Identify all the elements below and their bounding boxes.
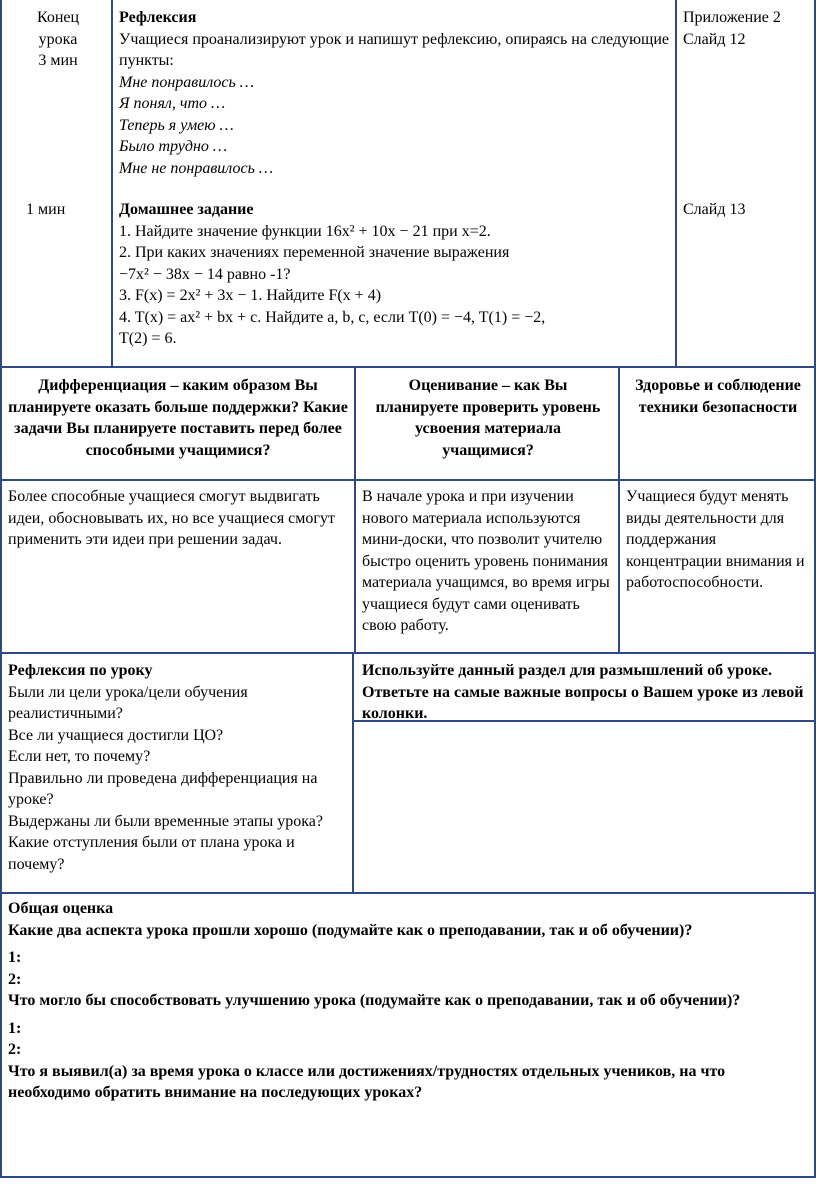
- ref-line: Приложение 2: [683, 9, 781, 26]
- overall-answer-2: 2:: [8, 970, 22, 988]
- differentiation-text: Более способные учащиеся смогут выдвигать идеи, обосновывать их, но все учащиеся смогут применить эти идеи при решении задач.: [8, 488, 335, 548]
- time-line: 3 мин: [38, 52, 78, 69]
- lesson-reflection-question: Выдержаны ли были временные этапы урока?: [8, 812, 323, 830]
- overall-question-3: Что я выявил(а) за время урока о классе или достижениях/трудностях отдельных учеников, на что необходимо обратить внимание на последующих уроках?: [8, 1062, 726, 1101]
- time-line: урока: [38, 30, 78, 48]
- lesson-reflection-question: Правильно ли проведена дифференциация на уроке?: [8, 769, 318, 808]
- reflection-item: Мне понравилось …: [119, 73, 255, 91]
- overall-section: [2, 896, 814, 1106]
- overall-answer-4: 2:: [8, 1041, 22, 1058]
- reflection-item: Было трудно …: [119, 138, 228, 155]
- assessment-text: В начале урока и при изучении нового материала используются мини-доски, что позволит учителю быстро оценить уровень понимания материала учащимся, во время игры учащиеся будут сами оценивать свою работу.: [362, 488, 610, 634]
- reflection-item: Теперь я умею …: [119, 116, 234, 134]
- homework-item: 2. При каких значениях переменной значение выражения: [119, 244, 510, 261]
- reflection-item: Мне не понравилось …: [119, 159, 274, 177]
- overall-answer-3: 1:: [8, 1019, 22, 1037]
- homework-item: 3. F(x) = 2x² + 3x − 1. Найдите F(x + 4): [119, 287, 382, 304]
- lesson-reflection-question: Все ли учащиеся достигли ЦО?: [8, 726, 224, 744]
- ref-cell-1: [677, 5, 816, 52]
- reflection-cell: [113, 5, 677, 181]
- assessment-header: Оценивание – как Вы планируете проверить уровень усвоения материала учащимися?: [375, 377, 601, 459]
- homework-item: 4. T(x) = ax² + bx + c. Найдите a, b, c, если T(0) = −4, T(1) = −2,: [119, 308, 546, 326]
- lesson-reflection-questions: [2, 658, 352, 877]
- time-line: Конец: [36, 9, 80, 26]
- ref-line: Слайд 12: [683, 30, 746, 48]
- overall-question-1: Какие два аспекта урока прошли хорошо (подумайте как о преподавании, так и об обучении)?: [8, 921, 693, 939]
- reflection-intro: Учащиеся проанализируют урок и напишут рефлексию, опираясь на следующие пункты:: [119, 30, 670, 69]
- time-cell-2: 1 мин: [26, 201, 66, 218]
- homework-item: −7x² − 38x − 14 равно -1?: [119, 265, 291, 283]
- reflection-item: Я понял, что …: [119, 95, 226, 112]
- lesson-reflection-question: Какие отступления были от плана урока и почему?: [8, 834, 295, 873]
- overall-title: Общая оценка: [8, 900, 114, 917]
- homework-title: Домашнее задание: [119, 201, 254, 218]
- overall-answer-1: 1:: [8, 949, 22, 966]
- homework-cell: [113, 197, 677, 352]
- lesson-reflection-instructions: Используйте данный раздел для размышлений об уроке. Ответьте на самые важные вопросы о Вашем уроке из левой колонки.: [362, 662, 804, 722]
- lesson-reflection-question: Если нет, то почему?: [8, 748, 151, 765]
- time-cell-1: [8, 5, 108, 74]
- lesson-reflection-question: Были ли цели урока/цели обучения реалистичными?: [8, 683, 248, 722]
- ref-cell-2: Слайд 13: [683, 201, 746, 218]
- lesson-reflection-title: Рефлексия по уроку: [8, 662, 153, 679]
- reflection-title: Рефлексия: [119, 9, 197, 26]
- overall-question-2: Что могло бы способствовать улучшению урока (подумайте как о преподавании, так и об обучении)?: [8, 992, 741, 1009]
- differentiation-header: Дифференциация – каким образом Вы планируете оказать больше поддержки? Какие задачи Вы планируете поставить перед более способными учащимися?: [8, 377, 348, 459]
- homework-item: 1. Найдите значение функции 16x² + 10x − 21 при x=2.: [119, 222, 491, 240]
- health-header: Здоровье и соблюдение техники безопасности: [635, 377, 801, 416]
- health-text: Учащиеся будут менять виды деятельности для поддержания концентрации внимания и работоспособности.: [626, 488, 805, 591]
- homework-item: T(2) = 6.: [119, 330, 177, 347]
